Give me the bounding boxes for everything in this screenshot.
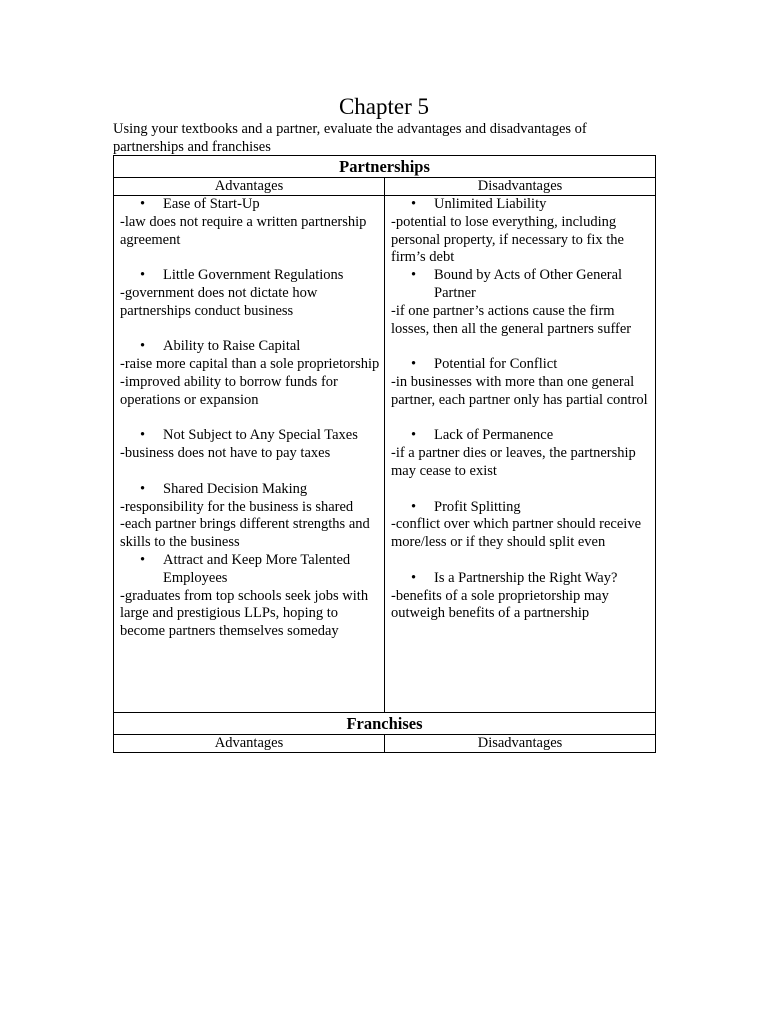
item-title: Ability to Raise Capital [163, 338, 301, 355]
partnerships-heading: Partnerships [114, 156, 656, 178]
list-item [391, 356, 652, 409]
bullet-icon: • [140, 480, 146, 497]
list-item [391, 570, 652, 623]
item-title: Little Government Regulations [163, 267, 344, 284]
item-note: -each partner brings different strengths and skills to the business [120, 516, 370, 551]
item-note: -in businesses with more than one general partner, each partner only has partial control [391, 373, 648, 408]
bullet-icon: • [411, 427, 417, 444]
bullet-icon: • [411, 356, 417, 373]
bullet-icon: • [140, 267, 146, 284]
item-title: Is a Partnership the Right Way? [434, 569, 618, 586]
partnerships-disadvantages-cell [385, 196, 656, 713]
list-item [391, 196, 652, 267]
partnerships-advantages-cell [114, 196, 385, 713]
list-item [120, 427, 381, 463]
item-note: -if a partner dies or leaves, the partnership may cease to exist [391, 445, 636, 479]
item-note: -graduates from top schools seek jobs with large and prestigious LLPs, hoping to become partners themselves someday [120, 587, 369, 640]
item-note: -raise more capital than a sole proprietorship [120, 356, 380, 373]
bullet-icon: • [411, 196, 417, 212]
list-item [120, 267, 381, 320]
item-title: Not Subject to Any Special Taxes [163, 427, 358, 444]
franchises-disadvantages-header: Disadvantages [385, 735, 656, 753]
bullet-icon: • [411, 498, 417, 515]
list-item [120, 338, 381, 409]
bullet-icon: • [411, 569, 417, 586]
comparison-table [113, 155, 656, 753]
item-title: Potential for Conflict [434, 356, 558, 373]
item-note: -responsibility for the business is shared [120, 498, 354, 515]
list-item [391, 499, 652, 552]
item-note: -benefits of a sole proprietorship may outweigh benefits of a partnership [391, 587, 609, 622]
bullet-icon: • [140, 551, 146, 568]
franchises-heading: Franchises [114, 713, 656, 735]
advantages-list [114, 196, 384, 712]
list-item [120, 552, 381, 641]
list-item [391, 267, 652, 338]
item-title: Unlimited Liability [434, 196, 547, 212]
bullet-icon: • [140, 338, 146, 355]
partnerships-advantages-header: Advantages [114, 178, 385, 196]
item-title: Ease of Start-Up [163, 196, 260, 212]
bullet-icon: • [140, 427, 146, 444]
item-title: Lack of Permanence [434, 427, 554, 444]
item-note: -conflict over which partner should receive more/less or if they should split even [391, 516, 642, 551]
item-note: -potential to lose everything, including personal property, if necessary to fix the firm’s debt [391, 213, 624, 266]
item-note: -government does not dictate how partnerships conduct business [120, 284, 318, 319]
item-note: -if one partner’s actions cause the firm losses, then all the general partners suffer [391, 302, 632, 337]
bullet-icon: • [411, 267, 417, 284]
item-title: Bound by Acts of Other General Partner [434, 267, 623, 301]
list-item [120, 481, 381, 552]
page-title: Chapter 5 [338, 94, 430, 119]
franchises-advantages-header: Advantages [114, 735, 385, 753]
item-note: -law does not require a written partnership agreement [120, 213, 367, 248]
item-note: -business does not have to pay taxes [120, 445, 331, 462]
item-title: Attract and Keep More Talented Employees [163, 551, 351, 586]
item-title: Shared Decision Making [163, 480, 308, 497]
list-item [120, 196, 381, 249]
partnerships-disadvantages-header: Disadvantages [385, 178, 656, 196]
disadvantages-list [385, 196, 655, 712]
bullet-icon: • [140, 196, 146, 212]
item-title: Profit Splitting [434, 498, 521, 515]
item-note: -improved ability to borrow funds for operations or expansion [120, 373, 338, 408]
instructions: Using your textbooks and a partner, evaluate the advantages and disadvantages of partnerships and franchises [113, 121, 587, 155]
list-item [391, 427, 652, 480]
